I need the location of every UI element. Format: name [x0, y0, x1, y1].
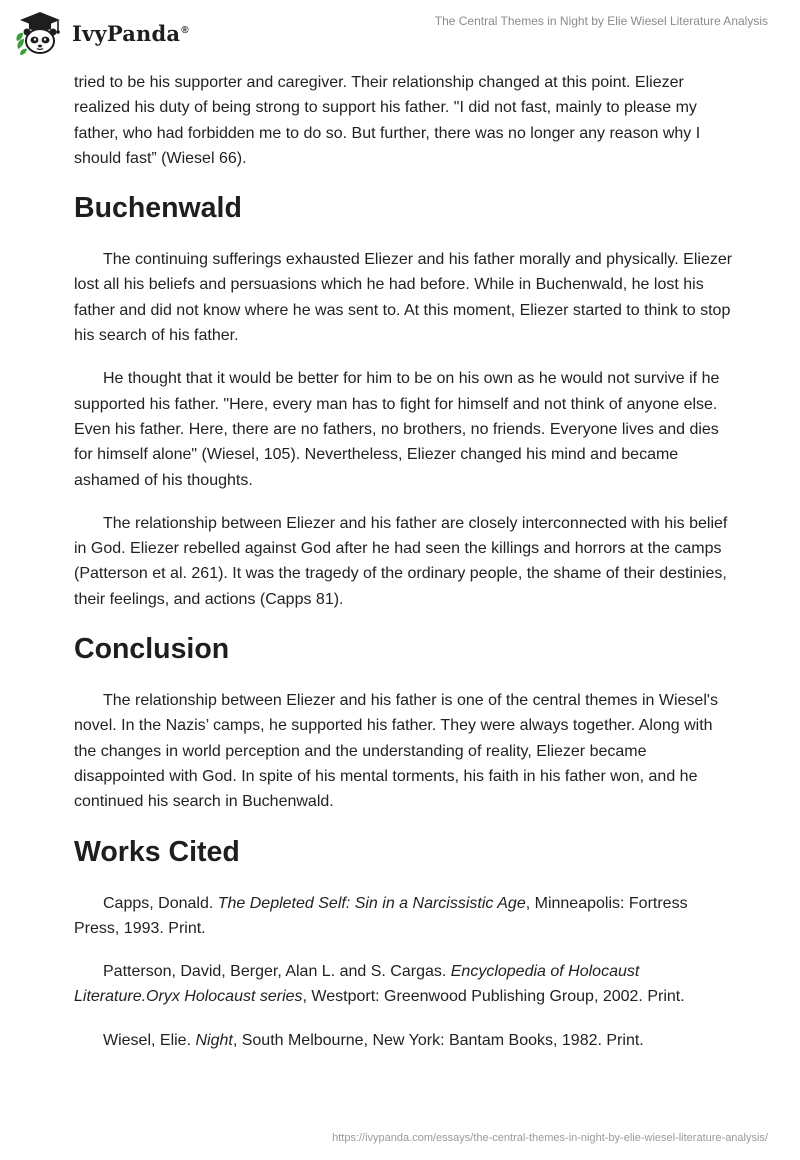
page-header [0, 0, 800, 70]
ivypanda-logo[interactable] [14, 9, 189, 57]
intro-paragraph: tried to be his supporter and caregiver. Their relationship changed at this point. Eliezer realized his duty of being strong to support his father. "I did not fast, mainly to please my father, who had forbidden me to do so. But further, there was no longer any reason why I should fast” (Wiesel 66). [74, 74, 701, 167]
citation-entry: Patterson, David, Berger, Alan L. and S. Cargas. Encyclopedia of Holocaust Literature.Oryx Holocaust series, Westport: Greenwood Publishing Group, 2002. Print. [74, 963, 685, 1006]
heading-buchenwald: Buchenwald [74, 192, 242, 225]
citation-entry: Capps, Donald. The Depleted Self: Sin in a Narcissistic Age, Minneapolis: Fortress Press, 1993. Print. [74, 894, 688, 937]
heading-works-cited: Works Cited [74, 835, 240, 868]
paragraph: He thought that it would be better for him to be on his own as he would not survive if he supported his father. "Here, every man has to fight for himself and not think of anyone else. Even his father. Here, there are no fathers, no brothers, no friends. Everyone lives and dies for himself alone" (Wiesel, 105). Nevertheless, Eliezer changed his mind and became ashamed of his thoughts. [74, 370, 720, 489]
heading-conclusion: Conclusion [74, 633, 230, 666]
citation-title: Encyclopedia of Holocaust Literature.Oryx Holocaust series [74, 963, 640, 1006]
paragraph: The continuing sufferings exhausted Eliezer and his father morally and physically. Eliezer lost all his beliefs and persuasions which he had before. While in Buchenwald, he lost his father and did not know where he was sent to. At this moment, Eliezer started to think to stop his search of his father. [74, 251, 733, 345]
essay-body [74, 70, 734, 1053]
panda-graduate-icon [14, 9, 66, 57]
registered-mark: ® [181, 24, 189, 36]
document-title: The Central Themes in Night by Elie Wiesel Literature Analysis [434, 14, 768, 28]
brand-name: IvyPanda® [72, 20, 189, 46]
citation-entry: Wiesel, Elie. Night, South Melbourne, New York: Bantam Books, 1982. Print. [103, 1031, 644, 1049]
source-url-link[interactable]: https://ivypanda.com/essays/the-central-themes-in-night-by-elie-wiesel-literature-analysis/ [332, 1132, 768, 1144]
citation-title: Night [195, 1031, 233, 1049]
citation-title: The Depleted Self: Sin in a Narcissistic Age [217, 894, 526, 912]
paragraph: The relationship between Eliezer and his father are closely interconnected with his belief in God. Eliezer rebelled against God after he had seen the killings and horrors at the camps (Patterson et al. 261). It was the tragedy of the ordinary people, the shame of their destinies, their feelings, and actions (Capps 81). [74, 514, 728, 608]
paragraph: The relationship between Eliezer and his father is one of the central themes in Wiesel's novel. In the Nazis’ camps, he supported his father. They were always together. Along with the changes in world perception and the understanding of reality, Eliezer became disappointed with God. In spite of his mental torments, his faith in his father won, and he continued his search in Buchenwald. [74, 692, 718, 811]
